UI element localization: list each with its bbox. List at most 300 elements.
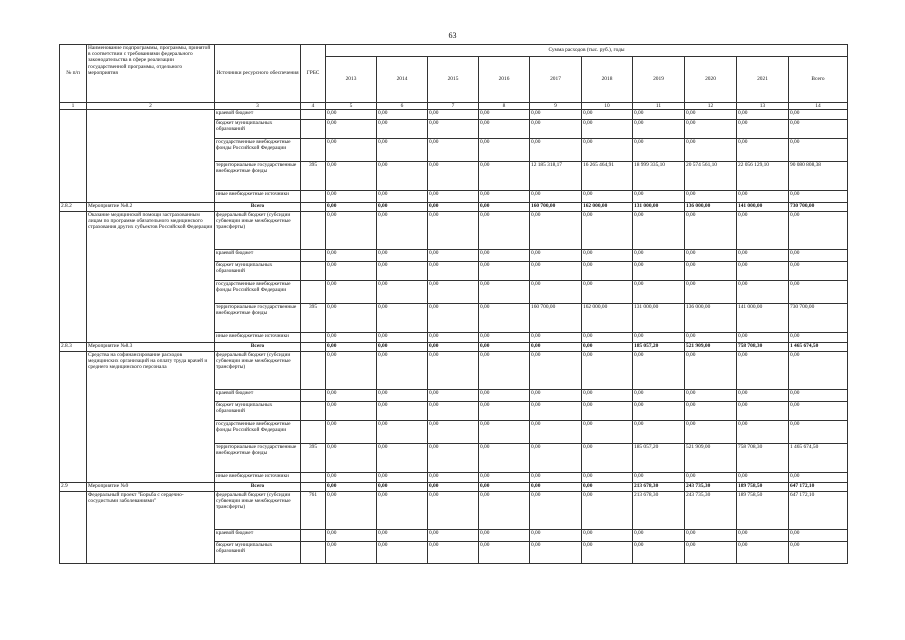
year-amount: 16 265 464,91: [582, 162, 633, 191]
year-amount: 758 708,30: [737, 444, 789, 473]
column-number: 9: [530, 103, 582, 110]
total-amount: 0,00: [789, 120, 848, 139]
row-name: Федеральный проект "Борьба с сердечно-сосудистыми заболеваниями": [87, 492, 215, 564]
funding-source: Всего: [215, 483, 301, 492]
column-number: 12: [685, 103, 737, 110]
year-amount: 0,00: [685, 281, 737, 304]
year-amount: 0,00: [428, 110, 479, 120]
year-amount: 0,00: [377, 203, 428, 212]
year-amount: 213 678,30: [633, 483, 685, 492]
year-amount: 0,00: [582, 390, 633, 402]
year-amount: 0,00: [737, 530, 789, 542]
year-amount: 0,00: [582, 110, 633, 120]
header-year: 2015: [428, 57, 479, 103]
grbs-code: [301, 262, 326, 281]
year-amount: 0,00: [377, 304, 428, 333]
funding-source: иные внебюджетные источники: [215, 473, 301, 483]
table-row: [60, 492, 848, 530]
table-row: [60, 110, 848, 120]
funding-source: иные внебюджетные источники: [215, 191, 301, 203]
year-amount: 0,00: [428, 162, 479, 191]
year-amount: 0,00: [530, 343, 582, 352]
year-amount: 0,00: [582, 333, 633, 343]
year-amount: 0,00: [633, 352, 685, 390]
year-amount: 0,00: [479, 162, 530, 191]
header-year: 2019: [633, 57, 685, 103]
year-amount: 0,00: [582, 262, 633, 281]
year-amount: 0,00: [530, 444, 582, 473]
year-amount: 0,00: [479, 352, 530, 390]
grbs-code: [301, 421, 326, 444]
total-amount: 0,00: [789, 473, 848, 483]
year-amount: 0,00: [582, 421, 633, 444]
total-amount: 0,00: [789, 542, 848, 564]
header-col-source: Источники ресурсного обеспечения: [215, 45, 301, 103]
year-amount: 189 758,50: [737, 483, 789, 492]
year-amount: 0,00: [377, 120, 428, 139]
header-col-num: № п/п: [60, 45, 87, 103]
funding-source: краевой бюджет: [215, 250, 301, 262]
year-amount: 0,00: [633, 333, 685, 343]
funding-source: Всего: [215, 203, 301, 212]
year-amount: 0,00: [685, 212, 737, 250]
year-amount: 0,00: [633, 390, 685, 402]
year-amount: 0,00: [530, 262, 582, 281]
funding-source: Всего: [215, 343, 301, 352]
column-number: 11: [633, 103, 685, 110]
header-year: 2021: [737, 57, 789, 103]
row-name: Мероприятие №8.3: [87, 343, 215, 352]
funding-source: территориальные государственные внебюджетные фонды: [215, 162, 301, 191]
year-amount: 213 678,30: [633, 492, 685, 530]
year-amount: 0,00: [326, 191, 377, 203]
year-amount: 0,00: [428, 191, 479, 203]
funding-source: бюджет муниципальных образований: [215, 402, 301, 421]
total-amount: 0,00: [789, 402, 848, 421]
year-amount: 189 758,50: [737, 492, 789, 530]
funding-source: краевой бюджет: [215, 110, 301, 120]
year-amount: 0,00: [479, 139, 530, 162]
year-amount: 0,00: [428, 212, 479, 250]
year-amount: 0,00: [737, 262, 789, 281]
column-number: 2: [87, 103, 215, 110]
year-amount: 0,00: [737, 390, 789, 402]
year-amount: 0,00: [377, 390, 428, 402]
year-amount: 0,00: [326, 530, 377, 542]
year-amount: 0,00: [633, 212, 685, 250]
funding-source: иные внебюджетные источники: [215, 333, 301, 343]
year-amount: 0,00: [737, 333, 789, 343]
year-amount: 0,00: [479, 542, 530, 564]
total-amount: 647 172,10: [789, 483, 848, 492]
year-amount: 0,00: [685, 402, 737, 421]
year-amount: 0,00: [530, 473, 582, 483]
year-amount: 0,00: [582, 473, 633, 483]
year-amount: 12 185 318,17: [530, 162, 582, 191]
column-number: 8: [479, 103, 530, 110]
year-amount: 0,00: [377, 483, 428, 492]
year-amount: 0,00: [428, 262, 479, 281]
column-number: 5: [326, 103, 377, 110]
grbs-code: 395: [301, 162, 326, 191]
table-row: [60, 352, 848, 390]
year-amount: 0,00: [633, 281, 685, 304]
year-amount: 0,00: [685, 191, 737, 203]
total-amount: 0,00: [789, 333, 848, 343]
year-amount: 0,00: [737, 250, 789, 262]
year-amount: 0,00: [428, 139, 479, 162]
year-amount: 0,00: [737, 542, 789, 564]
total-amount: 0,00: [789, 139, 848, 162]
year-amount: 243 735,30: [685, 483, 737, 492]
year-amount: 160 700,00: [530, 304, 582, 333]
year-amount: 0,00: [633, 421, 685, 444]
funding-source: территориальные государственные внебюджетные фонды: [215, 304, 301, 333]
grbs-code: [301, 139, 326, 162]
year-amount: 185 057,20: [633, 444, 685, 473]
year-amount: 0,00: [479, 281, 530, 304]
header-year: 2016: [479, 57, 530, 103]
total-amount: 0,00: [789, 110, 848, 120]
year-amount: 521 909,00: [685, 444, 737, 473]
year-amount: 0,00: [377, 262, 428, 281]
year-amount: 0,00: [377, 110, 428, 120]
grbs-code: [301, 530, 326, 542]
year-amount: 0,00: [479, 333, 530, 343]
year-amount: 0,00: [582, 139, 633, 162]
year-amount: 0,00: [737, 139, 789, 162]
year-amount: 0,00: [479, 203, 530, 212]
year-amount: 0,00: [326, 203, 377, 212]
year-amount: 0,00: [530, 352, 582, 390]
grbs-code: [301, 191, 326, 203]
year-amount: 162 000,00: [582, 203, 633, 212]
total-amount: 90 080 808,38: [789, 162, 848, 191]
year-amount: 20 574 561,10: [685, 162, 737, 191]
year-amount: 0,00: [530, 120, 582, 139]
year-amount: 0,00: [326, 483, 377, 492]
year-amount: 0,00: [737, 402, 789, 421]
total-amount: 0,00: [789, 421, 848, 444]
grbs-code: [301, 352, 326, 390]
grbs-code: [301, 250, 326, 262]
year-amount: 0,00: [326, 281, 377, 304]
year-amount: 0,00: [530, 483, 582, 492]
column-number: 13: [737, 103, 789, 110]
total-amount: 730 700,00: [789, 304, 848, 333]
year-amount: 0,00: [326, 262, 377, 281]
year-amount: 0,00: [633, 191, 685, 203]
year-amount: 0,00: [582, 444, 633, 473]
grbs-code: [301, 281, 326, 304]
grbs-code: [301, 473, 326, 483]
row-name: Оказание медицинской помощи застрахованным лицам по программе обязательного медицинского страхования других субъектов Российской Федерации: [87, 212, 215, 343]
year-amount: 0,00: [685, 139, 737, 162]
header-year: 2014: [377, 57, 428, 103]
grbs-code: [301, 402, 326, 421]
year-amount: 0,00: [377, 281, 428, 304]
header-year: 2017: [530, 57, 582, 103]
year-amount: 0,00: [326, 250, 377, 262]
year-amount: 0,00: [428, 333, 479, 343]
year-amount: 0,00: [377, 473, 428, 483]
column-number: 10: [582, 103, 633, 110]
grbs-code: [301, 343, 326, 352]
year-amount: 0,00: [685, 333, 737, 343]
table-row: [60, 203, 848, 212]
year-amount: 0,00: [582, 492, 633, 530]
funding-source: государственные внебюджетные фонды Российской Федерации: [215, 139, 301, 162]
total-amount: 730 700,00: [789, 203, 848, 212]
column-number: 1: [60, 103, 87, 110]
year-amount: 0,00: [479, 421, 530, 444]
year-amount: 0,00: [530, 250, 582, 262]
year-amount: 0,00: [479, 110, 530, 120]
year-amount: 0,00: [377, 162, 428, 191]
year-amount: 0,00: [582, 281, 633, 304]
year-amount: 0,00: [326, 402, 377, 421]
year-amount: 0,00: [428, 250, 479, 262]
year-amount: 0,00: [530, 402, 582, 421]
funding-source: краевой бюджет: [215, 530, 301, 542]
year-amount: 0,00: [377, 421, 428, 444]
year-amount: 18 999 335,10: [633, 162, 685, 191]
year-amount: 0,00: [582, 483, 633, 492]
year-amount: 0,00: [737, 281, 789, 304]
year-amount: 131 000,00: [633, 203, 685, 212]
funding-source: федеральный бюджет (субсидии субвенции иные межбюджетные трансферты): [215, 352, 301, 390]
year-amount: 0,00: [428, 473, 479, 483]
budget-table: [59, 44, 848, 564]
year-amount: 0,00: [685, 390, 737, 402]
year-amount: 0,00: [530, 333, 582, 343]
year-amount: 0,00: [479, 402, 530, 421]
year-amount: 0,00: [737, 352, 789, 390]
grbs-code: 761: [301, 492, 326, 530]
year-amount: 136 000,00: [685, 304, 737, 333]
grbs-code: [301, 483, 326, 492]
row-number: 2.8.2: [60, 203, 87, 212]
year-amount: 0,00: [530, 390, 582, 402]
header-year: 2018: [582, 57, 633, 103]
year-amount: 0,00: [326, 304, 377, 333]
grbs-code: [301, 203, 326, 212]
header-year: 2013: [326, 57, 377, 103]
grbs-code: [301, 333, 326, 343]
year-amount: 0,00: [428, 203, 479, 212]
year-amount: 0,00: [685, 262, 737, 281]
year-amount: 0,00: [530, 212, 582, 250]
funding-source: краевой бюджет: [215, 390, 301, 402]
year-amount: 0,00: [428, 304, 479, 333]
year-amount: 521 909,00: [685, 343, 737, 352]
year-amount: 0,00: [530, 110, 582, 120]
year-amount: 0,00: [737, 110, 789, 120]
year-amount: 0,00: [737, 191, 789, 203]
year-amount: 0,00: [428, 352, 479, 390]
table-row: [60, 212, 848, 250]
year-amount: 243 735,30: [685, 492, 737, 530]
year-amount: 0,00: [530, 542, 582, 564]
year-amount: 0,00: [377, 250, 428, 262]
grbs-code: 395: [301, 304, 326, 333]
funding-source: государственные внебюджетные фонды Российской Федерации: [215, 421, 301, 444]
year-amount: 0,00: [582, 542, 633, 564]
year-amount: 0,00: [530, 421, 582, 444]
year-amount: 0,00: [377, 343, 428, 352]
year-amount: 0,00: [428, 343, 479, 352]
grbs-code: [301, 212, 326, 250]
year-amount: 0,00: [479, 444, 530, 473]
total-amount: 0,00: [789, 262, 848, 281]
year-amount: 0,00: [633, 473, 685, 483]
funding-source: бюджет муниципальных образований: [215, 262, 301, 281]
year-amount: 0,00: [479, 212, 530, 250]
year-amount: 0,00: [479, 304, 530, 333]
grbs-code: [301, 390, 326, 402]
grbs-code: [301, 120, 326, 139]
row-number: 2.9: [60, 483, 87, 492]
year-amount: 0,00: [377, 352, 428, 390]
year-amount: 0,00: [326, 343, 377, 352]
year-amount: 136 000,00: [685, 203, 737, 212]
year-amount: 0,00: [633, 110, 685, 120]
page-number: 63: [448, 31, 457, 40]
year-amount: 0,00: [685, 542, 737, 564]
funding-source: федеральный бюджет (субсидии субвенции иные межбюджетные трансферты): [215, 212, 301, 250]
year-amount: 0,00: [685, 530, 737, 542]
header-col-group: Сумма расходов (тыс. руб.), годы: [326, 45, 848, 57]
total-amount: 0,00: [789, 191, 848, 203]
year-amount: 0,00: [479, 262, 530, 281]
year-amount: 0,00: [582, 352, 633, 390]
year-amount: 0,00: [428, 402, 479, 421]
year-amount: 0,00: [530, 492, 582, 530]
total-amount: 0,00: [789, 212, 848, 250]
row-number: [60, 492, 87, 564]
year-amount: 0,00: [685, 473, 737, 483]
year-amount: 0,00: [326, 421, 377, 444]
column-number: 3: [215, 103, 301, 110]
year-amount: 0,00: [737, 421, 789, 444]
year-amount: 162 000,00: [582, 304, 633, 333]
year-amount: 0,00: [326, 120, 377, 139]
column-number: 7: [428, 103, 479, 110]
year-amount: 0,00: [530, 530, 582, 542]
row-number: [60, 110, 87, 203]
header-year: Всего: [789, 57, 848, 103]
year-amount: 0,00: [326, 352, 377, 390]
total-amount: 1 465 674,50: [789, 343, 848, 352]
year-amount: 0,00: [685, 352, 737, 390]
year-amount: 758 708,30: [737, 343, 789, 352]
row-name: Средства на софинансирование расходов медицинских организаций на оплату труда врачей и среднего медицинского персонала: [87, 352, 215, 483]
year-amount: 0,00: [377, 402, 428, 421]
year-amount: 0,00: [479, 473, 530, 483]
header-year: 2020: [685, 57, 737, 103]
year-amount: 0,00: [633, 542, 685, 564]
year-amount: 0,00: [377, 530, 428, 542]
year-amount: 0,00: [326, 542, 377, 564]
year-amount: 0,00: [582, 212, 633, 250]
year-amount: 0,00: [479, 120, 530, 139]
year-amount: 0,00: [428, 390, 479, 402]
row-name: Мероприятие №8.2: [87, 203, 215, 212]
year-amount: 0,00: [428, 530, 479, 542]
year-amount: 141 000,00: [737, 203, 789, 212]
grbs-code: [301, 110, 326, 120]
year-amount: 0,00: [685, 421, 737, 444]
year-amount: 0,00: [530, 191, 582, 203]
year-amount: 0,00: [377, 139, 428, 162]
year-amount: 0,00: [479, 343, 530, 352]
year-amount: 0,00: [326, 139, 377, 162]
total-amount: 0,00: [789, 530, 848, 542]
year-amount: 0,00: [326, 492, 377, 530]
year-amount: 0,00: [633, 262, 685, 281]
column-number: 14: [789, 103, 848, 110]
year-amount: 0,00: [326, 333, 377, 343]
year-amount: 0,00: [685, 120, 737, 139]
year-amount: 0,00: [428, 444, 479, 473]
year-amount: 0,00: [737, 212, 789, 250]
grbs-code: [301, 542, 326, 564]
year-amount: 0,00: [428, 281, 479, 304]
funding-source: федеральный бюджет (субсидии субвенции иные межбюджетные трансферты): [215, 492, 301, 530]
year-amount: 185 057,20: [633, 343, 685, 352]
table-row: [60, 343, 848, 352]
year-amount: 0,00: [633, 402, 685, 421]
funding-source: государственные внебюджетные фонды Российской Федерации: [215, 281, 301, 304]
header-col-name: Наименование подпрограммы, программы, принятой в соответствии с требованиями федерального законодательства в сфере реализации государственной программы, отдельного мероприятия: [87, 45, 215, 103]
year-amount: 0,00: [685, 110, 737, 120]
header-col-grbs: ГРБС: [301, 45, 326, 103]
column-number: 6: [377, 103, 428, 110]
row-name: [87, 110, 215, 203]
year-amount: 0,00: [633, 530, 685, 542]
row-number: [60, 352, 87, 483]
year-amount: 0,00: [377, 542, 428, 564]
year-amount: 0,00: [530, 281, 582, 304]
year-amount: 0,00: [326, 390, 377, 402]
row-number: [60, 212, 87, 343]
total-amount: 0,00: [789, 281, 848, 304]
year-amount: 0,00: [633, 139, 685, 162]
year-amount: 22 056 129,10: [737, 162, 789, 191]
funding-source: территориальные государственные внебюджетные фонды: [215, 444, 301, 473]
year-amount: 0,00: [582, 402, 633, 421]
year-amount: 0,00: [582, 530, 633, 542]
year-amount: 0,00: [479, 191, 530, 203]
year-amount: 0,00: [479, 483, 530, 492]
year-amount: 0,00: [479, 492, 530, 530]
row-name: Мероприятие №9: [87, 483, 215, 492]
year-amount: 0,00: [479, 250, 530, 262]
table-row: [60, 483, 848, 492]
year-amount: 0,00: [326, 444, 377, 473]
year-amount: 0,00: [582, 343, 633, 352]
year-amount: 0,00: [582, 120, 633, 139]
funding-source: бюджет муниципальных образований: [215, 542, 301, 564]
funding-source: бюджет муниципальных образований: [215, 120, 301, 139]
year-amount: 141 000,00: [737, 304, 789, 333]
year-amount: 0,00: [428, 421, 479, 444]
year-amount: 0,00: [685, 250, 737, 262]
year-amount: 0,00: [428, 542, 479, 564]
year-amount: 0,00: [479, 390, 530, 402]
year-amount: 0,00: [737, 473, 789, 483]
year-amount: 0,00: [377, 492, 428, 530]
